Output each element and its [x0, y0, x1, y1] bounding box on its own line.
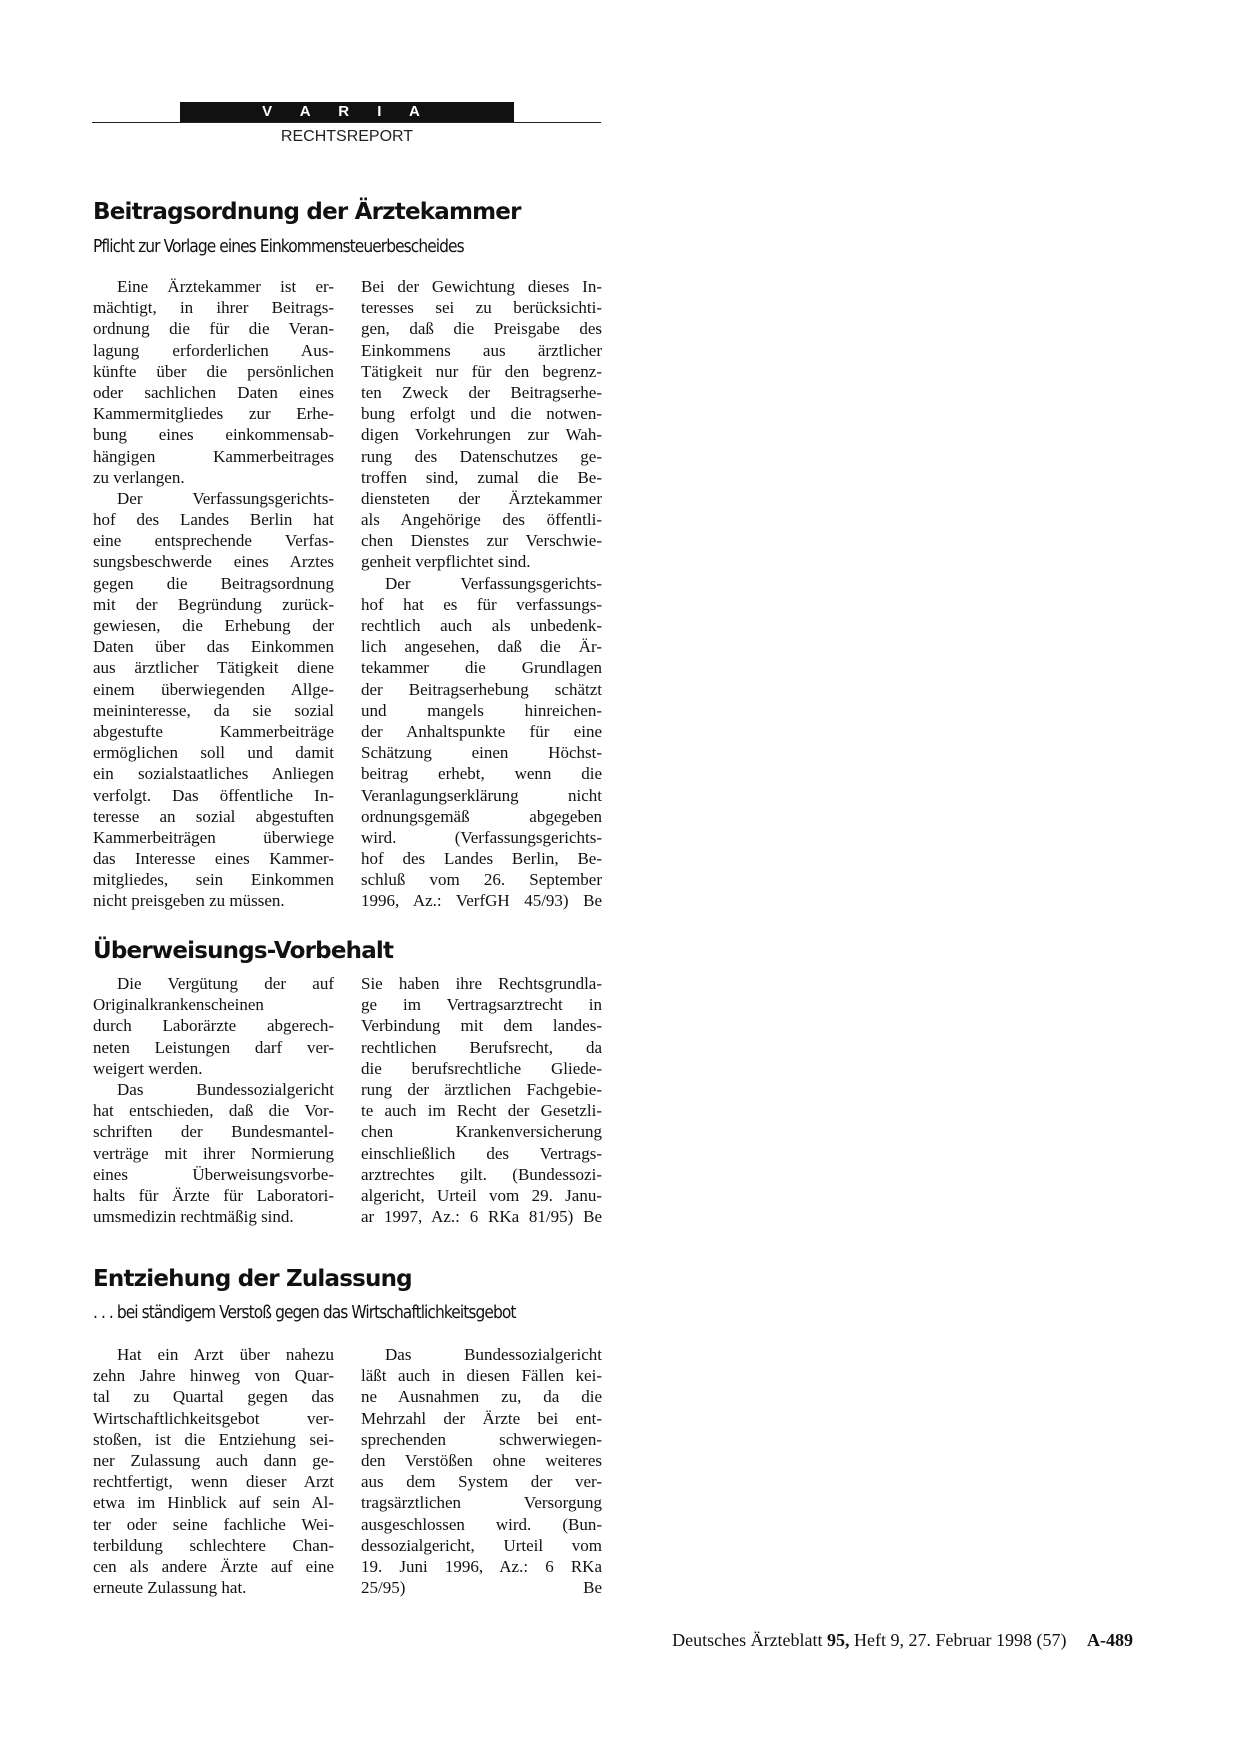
text-line: ordnung die für die Veran- [93, 319, 334, 339]
text-line: ge im Vertragsarztrecht in [361, 995, 602, 1015]
text-line: schluß vom 26. September [361, 870, 602, 890]
text-line: Daten über das Einkommen [93, 637, 334, 657]
text-line: 19. Juni 1996, Az.: 6 RKa [361, 1556, 602, 1576]
text-line: rung des Datenschutzes ge- [361, 446, 602, 466]
text-line: eine entsprechende Verfas- [93, 531, 334, 551]
text-line: stoßen, ist die Entziehung sei- [93, 1429, 334, 1449]
text-line: den Verstößen ohne weiteres [361, 1450, 602, 1470]
text-line: der Beitragserhebung schätzt [361, 679, 602, 699]
text-line: rechtlichen Berufsrecht, da [361, 1037, 602, 1057]
text-line: mit der Begründung zurück- [93, 594, 334, 614]
text-line: läßt auch in diesen Fällen kei- [361, 1366, 602, 1386]
text-line: Veranlagungserklärung nicht [361, 785, 602, 805]
text-line: sprechenden schwerwiegen- [361, 1429, 602, 1449]
header-rule [92, 122, 601, 123]
page-footer [672, 1630, 1133, 1651]
text-line: gewiesen, die Erhebung der [93, 616, 334, 635]
text-line: Das Bundessozialgericht [117, 1079, 334, 1099]
text-line: 1996, Az.: VerfGH 45/93) Be [361, 891, 602, 911]
text-line: Originalkrankenscheinen [93, 995, 264, 1015]
text-line: ne Ausnahmen zu, da die [361, 1387, 602, 1407]
text-line: lagung erforderlichen Aus- [93, 340, 334, 360]
text-line: arztrechtes gilt. (Bundessozi- [361, 1164, 602, 1184]
text-line: diensteten der Ärztekammer [361, 488, 602, 508]
text-line: ten Zweck der Beitragserhe- [361, 382, 602, 402]
rubric-label: RECHTSREPORT [280, 128, 414, 145]
text-line: abgestufte Kammerbeiträge [93, 721, 334, 741]
text-line: aus dem System der ver- [361, 1472, 602, 1492]
text-line: lich angesehen, daß die Är- [361, 637, 602, 657]
text-line: tekammer die Grundlagen [361, 658, 602, 678]
article-2-title: Überweisungs-Vorbehalt [93, 938, 394, 964]
text-line: Einkommens aus ärztlicher [361, 340, 602, 360]
text-line: Wirtschaftlichkeitsgebot ver- [93, 1408, 334, 1428]
text-line: 25/95) Be [361, 1578, 602, 1598]
article-3-column-2 [361, 1344, 602, 1598]
text-line: Bei der Gewichtung dieses In- [361, 277, 602, 296]
text-line: und mangels hinreichen- [361, 700, 602, 720]
text-line: troffen sind, zumal die Be- [361, 467, 602, 487]
text-line: weigert werden. [93, 1058, 203, 1078]
text-line: eines Überweisungsvorbe- [93, 1164, 334, 1184]
text-line: Das Bundessozialgericht [385, 1345, 602, 1364]
text-line: hat entschieden, daß die Vor- [93, 1101, 334, 1121]
text-line: chen Dienstes zur Verschwie- [361, 531, 602, 551]
text-line: ein sozialstaatliches Anliegen [93, 764, 334, 784]
text-line: Mehrzahl der Ärzte bei ent- [361, 1408, 602, 1428]
text-line: terbildung schlechtere Chan- [93, 1535, 334, 1555]
text-line: einem überwiegenden Allge- [93, 679, 334, 699]
footer-volume: 95, [827, 1630, 850, 1650]
text-line: rung der ärztlichen Fachgebie- [361, 1079, 602, 1099]
text-line: hof des Landes Berlin, Be- [361, 849, 602, 869]
text-line: Tätigkeit nur für den begrenz- [361, 361, 602, 381]
text-line: dessozialgericht, Urteil vom [361, 1535, 602, 1555]
text-line: chen Krankenversicherung [361, 1122, 602, 1142]
text-line: rechtfertigt, wenn dieser Arzt [93, 1472, 334, 1492]
text-line: sungsbeschwerde eines Arztes [93, 552, 334, 572]
text-line: verfolgt. Das öffentliche In- [93, 785, 334, 805]
text-line: bung erfolgt und die notwen- [361, 404, 602, 424]
footer-page-number: A-489 [1087, 1630, 1133, 1650]
text-line: bung eines einkommensab- [93, 425, 334, 445]
text-line: digen Vorkehrungen zur Wah- [361, 425, 602, 445]
text-line: Die Vergütung der auf [117, 974, 334, 993]
text-line: genheit verpflichtet sind. [361, 552, 531, 572]
article-3-title: Entziehung der Zulassung [93, 1266, 412, 1292]
text-line: ausgeschlossen wird. (Bun- [361, 1514, 602, 1534]
text-line: schriften der Bundesmantel- [93, 1122, 334, 1142]
text-line: halts für Ärzte für Laboratori- [93, 1185, 334, 1205]
article-1-column-1 [93, 276, 334, 912]
text-line: neten Leistungen darf ver- [93, 1037, 334, 1057]
text-line: Sie haben ihre Rechtsgrundla- [361, 974, 602, 993]
text-line: mitgliedes, sein Einkommen [93, 870, 334, 890]
footer-journal: Deutsches Ärzteblatt [672, 1630, 823, 1650]
text-line: der Anhaltspunkte für eine [361, 721, 602, 741]
article-1-column-2 [361, 276, 602, 912]
article-2-column-2 [361, 973, 602, 1227]
text-line: te auch im Recht der Gesetzli- [361, 1101, 602, 1121]
text-line: wird. (Verfassungsgerichts- [361, 827, 602, 847]
text-line: als Angehörige des öffentli- [361, 510, 602, 530]
text-line: teresse an sozial abgestuften [93, 806, 334, 826]
text-line: ter oder seine fachliche Wei- [93, 1514, 334, 1534]
text-line: algericht, Urteil vom 29. Janu- [361, 1185, 602, 1205]
article-1-title: Beitragsordnung der Ärztekammer [93, 199, 521, 225]
article-2-column-1 [93, 973, 334, 1227]
text-line: rechtlich auch als unbedenk- [361, 616, 602, 635]
text-line: das Interesse eines Kammer- [93, 849, 334, 869]
text-line: oder sachlichen Daten eines [93, 382, 334, 402]
footer-issue: Heft 9, 27. Februar 1998 (57) [854, 1630, 1067, 1650]
text-line: durch Laborärzte abgerech- [93, 1016, 334, 1036]
text-line: gegen die Beitragsordnung [93, 573, 334, 593]
text-line: etwa im Hinblick auf sein Al- [93, 1493, 334, 1513]
article-3-subtitle: . . . bei ständigem Verstoß gegen das Wirtschaftlichkeitsgebot [93, 1302, 516, 1323]
text-line: teresses sei zu berücksichti- [361, 298, 602, 318]
text-line: Eine Ärztekammer ist er- [117, 277, 334, 296]
text-line: Der Verfassungsgerichts- [385, 573, 602, 593]
article-3-column-1 [93, 1344, 334, 1598]
text-line: ar 1997, Az.: 6 RKa 81/95) Be [361, 1207, 602, 1227]
text-line: nicht preisgeben zu müssen. [93, 891, 285, 911]
article-1-subtitle: Pflicht zur Vorlage eines Einkommensteuerbescheides [93, 236, 464, 257]
text-line: einschließlich des Vertrags- [361, 1143, 602, 1163]
text-line: hof hat es für verfassungs- [361, 594, 602, 614]
text-line: erneute Zulassung hat. [93, 1578, 247, 1598]
text-line: künfte über die persönlichen [93, 361, 334, 381]
text-line: beitrag erhebt, wenn die [361, 764, 602, 784]
text-line: tal zu Quartal gegen das [93, 1387, 334, 1407]
text-line: hof des Landes Berlin hat [93, 510, 334, 530]
text-line: zehn Jahre hinweg von Quar- [93, 1366, 334, 1386]
text-line: cen als andere Ärzte auf eine [93, 1556, 334, 1576]
text-line: zu verlangen. [93, 467, 185, 487]
text-line: tragsärztlichen Versorgung [361, 1493, 602, 1513]
text-line: Kammermitgliedes zur Erhe- [93, 404, 334, 424]
text-line: hängigen Kammerbeitrages [93, 446, 334, 466]
text-line: Verbindung mit dem landes- [361, 1016, 602, 1036]
text-line: meininteresse, da sie sozial [93, 700, 334, 720]
text-line: die berufsrechtliche Gliede- [361, 1058, 602, 1078]
text-line: ner Zulassung auch dann ge- [93, 1450, 334, 1470]
text-line: aus ärztlicher Tätigkeit diene [93, 658, 334, 678]
text-line: Kammerbeiträgen überwiege [93, 827, 334, 847]
text-line: ermöglichen soll und damit [93, 743, 334, 763]
text-line: ordnungsgemäß abgegeben [361, 806, 602, 826]
section-label: V A R I A [180, 102, 514, 122]
text-line: Der Verfassungsgerichts- [117, 488, 334, 508]
text-line: Schätzung einen Höchst- [361, 743, 602, 763]
text-line: umsmedizin rechtmäßig sind. [93, 1207, 294, 1227]
text-line: gen, daß die Preisgabe des [361, 319, 602, 339]
text-line: mächtigt, in ihrer Beitrags- [93, 298, 334, 318]
text-line: Hat ein Arzt über nahezu [117, 1345, 334, 1364]
text-line: verträge mit ihrer Normierung [93, 1143, 334, 1163]
